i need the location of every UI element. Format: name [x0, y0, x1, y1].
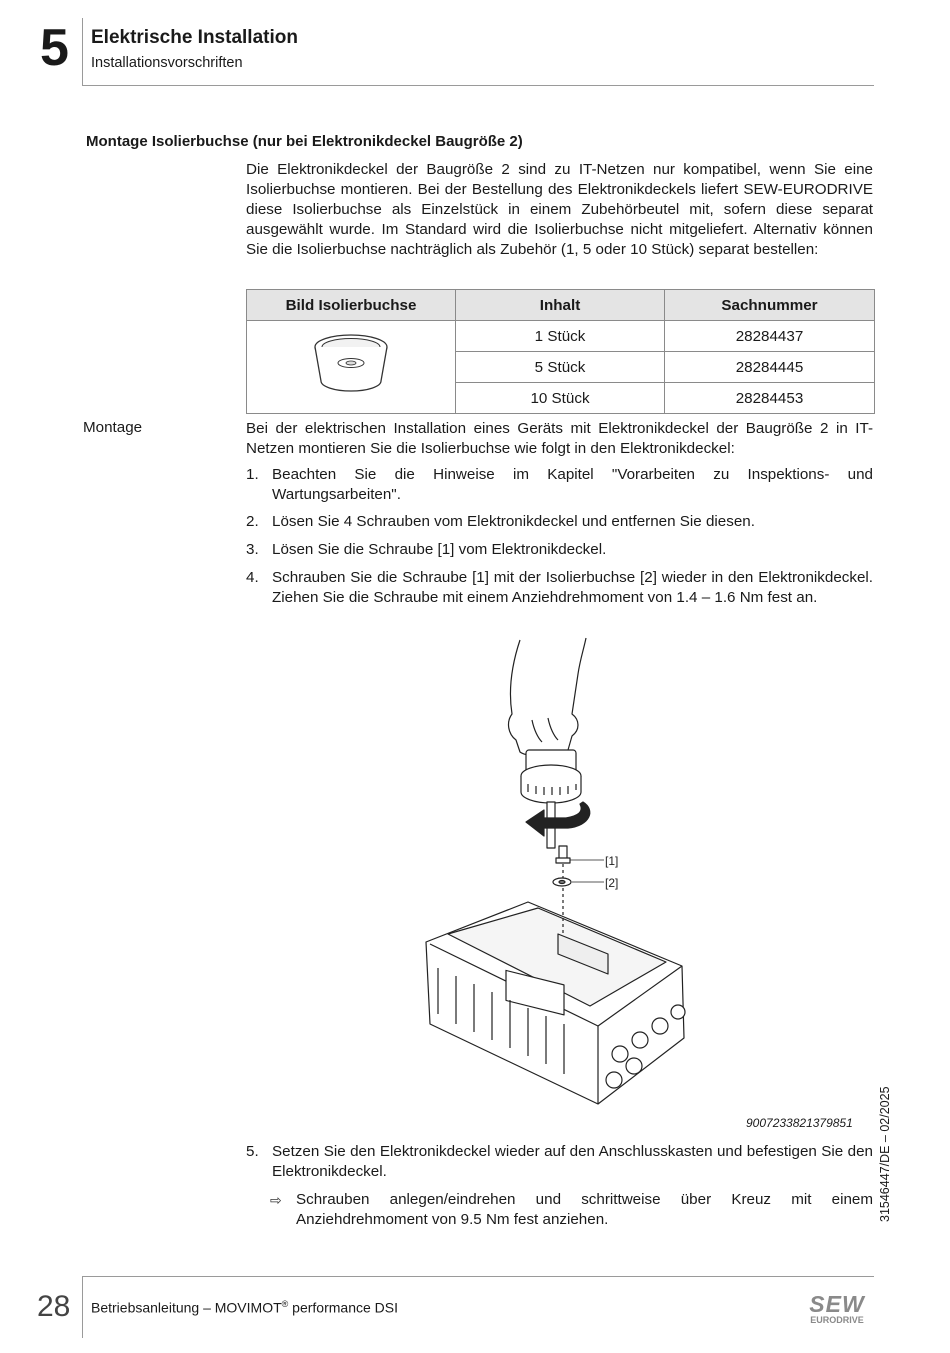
- step-number: 5.: [246, 1143, 259, 1160]
- row-part-number: 28284453: [665, 383, 875, 414]
- assembly-illustration: [408, 634, 708, 1124]
- chapter-number: 5: [40, 19, 69, 77]
- step-number: 1.: [246, 466, 259, 483]
- section-title: Montage Isolierbuchse (nur bei Elektronikdeckel Baugröße 2): [86, 133, 523, 150]
- row-content: 5 Stück: [456, 352, 665, 383]
- step-text: Setzen Sie den Elektronikdeckel wieder auf den Anschlusskasten und befestigen Sie den Elektronikdeckel.: [272, 1143, 873, 1180]
- bushing-image-cell: [247, 321, 456, 414]
- step-text: Beachten Sie die Hinweise im Kapitel "Vorarbeiten zu Inspektions- und Wartungsarbeiten".: [272, 466, 873, 503]
- registered-mark: ®: [281, 1299, 289, 1309]
- row-content: 10 Stück: [456, 383, 665, 414]
- footer-divider-horizontal: [82, 1276, 874, 1277]
- sew-eurodrive-logo: [800, 1290, 874, 1326]
- page-number: 28: [37, 1290, 71, 1323]
- insulating-bushing-image: [291, 327, 411, 403]
- chapter-subtitle: Installationsvorschriften: [91, 55, 243, 71]
- callout-label: [2]: [605, 876, 619, 890]
- step-text: Schrauben Sie die Schraube [1] mit der Isolierbuchse [2] wieder in den Elektronikdeckel. Ziehen Sie die Schraube mit einem Anziehdrehmoment von 1.4 – 1.6 Nm fest an.: [272, 569, 873, 606]
- table-header-image: Bild Isolierbuchse: [247, 290, 456, 321]
- list-item: [246, 465, 873, 505]
- header-divider-horizontal: [82, 85, 874, 86]
- header-divider-vertical: [82, 18, 83, 86]
- result-text: Schrauben anlegen/eindrehen und schrittweise über Kreuz mit einem Anziehdrehmoment von 9.5 Nm fest anziehen.: [296, 1191, 873, 1228]
- table-header-content: Inhalt: [456, 290, 665, 321]
- result-item: [270, 1190, 873, 1230]
- logo-top-text: SEW: [809, 1291, 865, 1317]
- table-header-part-number: Sachnummer: [665, 290, 875, 321]
- step-number: 4.: [246, 569, 259, 586]
- parts-table: [246, 289, 875, 414]
- row-content: 1 Stück: [456, 321, 665, 352]
- logo-bottom-text: EURODRIVE: [810, 1315, 864, 1325]
- footer-divider-vertical: [82, 1276, 83, 1338]
- row-part-number: 28284445: [665, 352, 875, 383]
- montage-label: Montage: [83, 419, 143, 436]
- step-number: 3.: [246, 541, 259, 558]
- step-text: Lösen Sie die Schraube [1] vom Elektronikdeckel.: [272, 541, 607, 558]
- figure-id: 9007233821379851: [746, 1116, 853, 1130]
- list-item: [246, 568, 873, 608]
- step-number: 2.: [246, 513, 259, 530]
- table-row: [247, 321, 875, 352]
- list-item: [246, 512, 873, 532]
- table-header-row: [247, 290, 875, 321]
- list-item: [246, 1142, 873, 1182]
- list-item: [246, 540, 873, 560]
- footer-title-main: Betriebsanleitung – MOVIMOT: [91, 1299, 282, 1316]
- hand-drawing: [509, 638, 586, 756]
- section-intro: Die Elektronikdeckel der Baugröße 2 sind zu IT-Netzen nur kompatibel, wenn Sie eine Isolierbuchse montieren. Bei der Bestellung des Elektronikdeckels liefert SEW-EURODRIVE diese Isolierbuchse als Einzelstück in einem Zubehörbeutel mit, sofern diese separat ausgewählt wurde. Im Standard wird die Isolierbuchse nicht mitgeliefert. Alternativ können Sie die Isolierbuchse nachträglich als Zubehör (1, 5 oder 10 Stück) separat bestellen:: [246, 161, 873, 258]
- callout-label: [1]: [605, 854, 619, 868]
- row-part-number: 28284437: [665, 321, 875, 352]
- footer-title-suffix: performance DSI: [288, 1299, 398, 1316]
- step-text: Lösen Sie 4 Schrauben vom Elektronikdeckel und entfernen Sie diesen.: [272, 513, 755, 530]
- chapter-title: Elektrische Installation: [91, 27, 298, 48]
- arrow-right-icon: ⇨: [270, 1192, 282, 1208]
- montage-intro: Bei der elektrischen Installation eines Geräts mit Elektronikdeckel der Baugröße 2 in IT-Netzen montieren Sie die Isolierbuchse wie folgt in den Elektronikdeckel:: [246, 420, 873, 457]
- document-id: 31546447/DE – 02/2025: [878, 1086, 892, 1222]
- footer-title: [91, 1299, 398, 1316]
